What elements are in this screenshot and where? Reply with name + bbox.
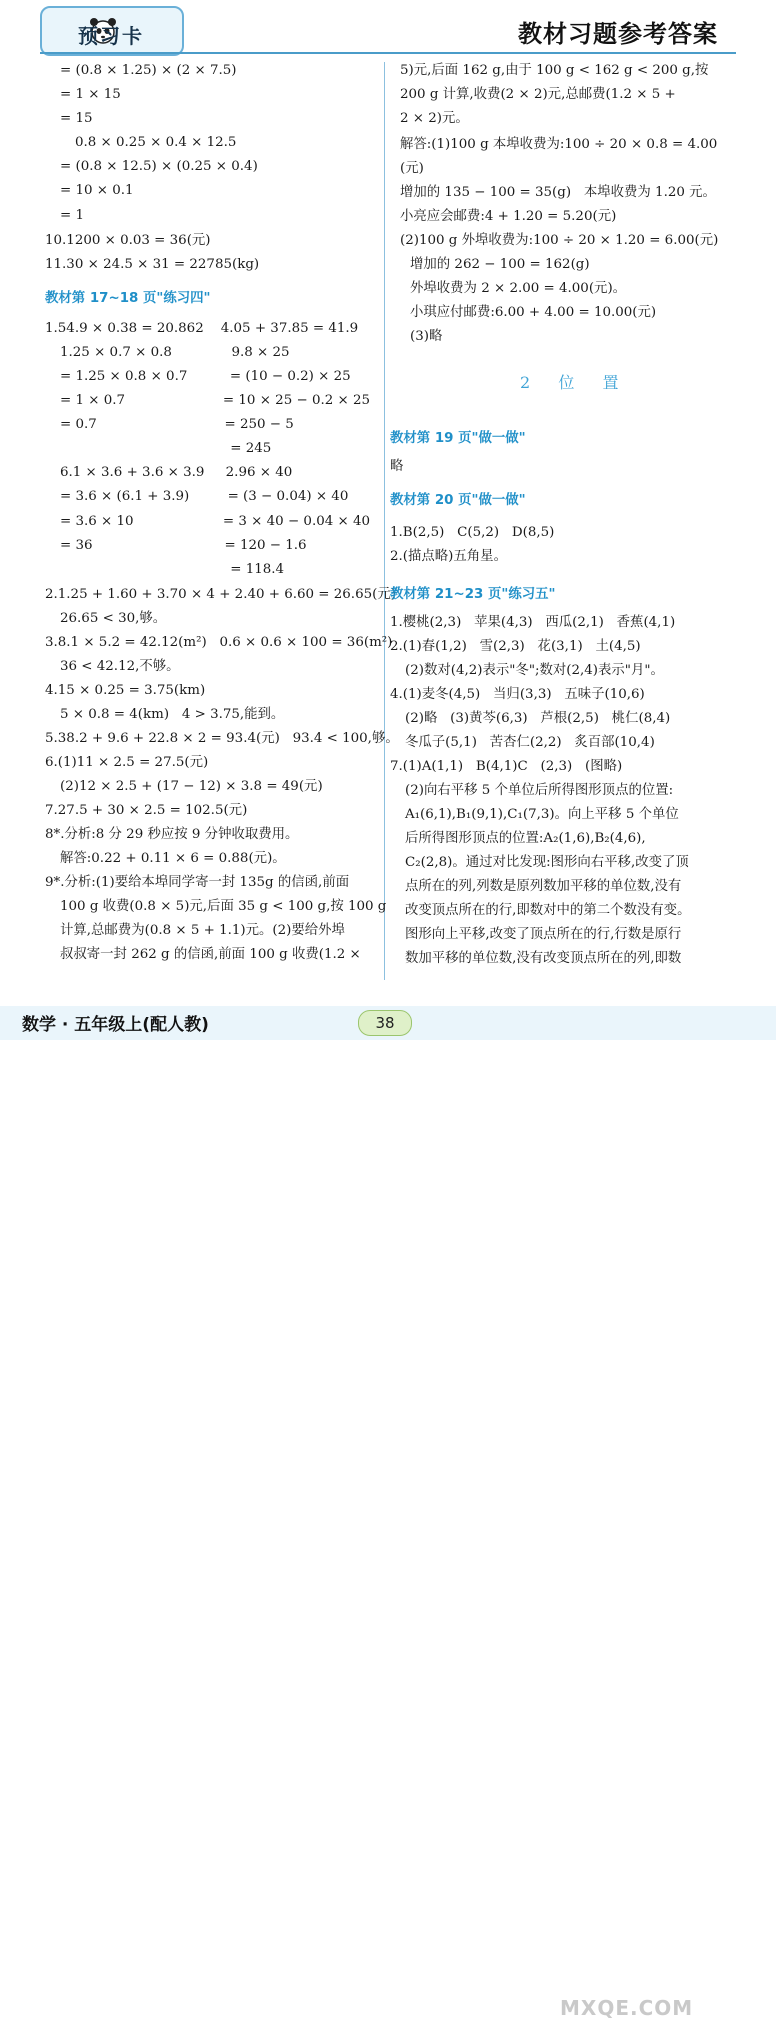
- text-line: 6.(1)11 × 2.5 = 27.5(元): [45, 755, 209, 770]
- watermark: MXQE.COM: [560, 1996, 694, 2020]
- text-line: 外埠收费为 2 × 2.00 = 4.00(元)。: [410, 281, 627, 296]
- text-line: 2 × 2)元。: [400, 111, 469, 126]
- text-line: 改变顶点所在的行,即数对中的第二个数没有变。: [405, 903, 691, 918]
- text-line: (2)数对(4,2)表示"冬";数对(2,4)表示"月"。: [405, 663, 664, 678]
- text-line: 2.(1)春(1,2) 雪(2,3) 花(3,1) 土(4,5): [390, 639, 641, 654]
- text-line: 后所得图形顶点的位置:A₂(1,6),B₂(4,6),: [405, 831, 646, 846]
- text-line: 小琪应付邮费:6.00 + 4.00 = 10.00(元): [410, 305, 657, 320]
- text-line: 小亮应会邮费:4 + 1.20 = 5.20(元): [400, 209, 617, 224]
- text-line: 2.(描点略)五角星。: [390, 549, 507, 564]
- text-line: 图形向上平移,改变了顶点所在的行,行数是原行: [405, 927, 682, 942]
- text-line: = 1.25 × 0.8 × 0.7 = (10 − 0.2) × 25: [60, 369, 351, 384]
- text-line: = 36 = 120 − 1.6: [60, 538, 307, 553]
- text-line: (3)略: [410, 329, 443, 344]
- text-line: 4.(1)麦冬(4,5) 当归(3,3) 五味子(10,6): [390, 687, 645, 702]
- text-line: 100 g 收费(0.8 × 5)元,后面 35 g < 100 g,按 100 g: [60, 899, 387, 914]
- text-line: 数加平移的单位数,没有改变顶点所在的列,即数: [405, 951, 682, 966]
- text-line: 1.樱桃(2,3) 苹果(4,3) 西瓜(2,1) 香蕉(4,1): [390, 615, 676, 630]
- text-line: = 15: [60, 111, 93, 126]
- text-line: = 118.4: [60, 562, 285, 577]
- text-line: = 0.7 = 250 − 5: [60, 417, 294, 432]
- text-line: 1.54.9 × 0.38 = 20.862 4.05 + 37.85 = 41.9: [45, 321, 359, 336]
- text-line: 点所在的列,列数是原列数加平移的单位数,没有: [405, 879, 682, 894]
- text-line: 增加的 135 − 100 = 35(g) 本埠收费为 1.20 元。: [400, 185, 716, 200]
- text-line: (2)略 (3)黄芩(6,3) 芦根(2,5) 桃仁(8,4): [405, 711, 671, 726]
- page-title: 教材习题参考答案: [518, 20, 718, 48]
- text-line: C₂(2,8)。通过对比发现:图形向右平移,改变了顶: [405, 855, 689, 870]
- section-heading: 教材第 21~23 页"练习五": [390, 587, 556, 602]
- text-line: 叔叔寄一封 262 g 的信函,前面 100 g 收费(1.2 ×: [60, 947, 361, 962]
- text-line: = 3.6 × (6.1 + 3.9) = (3 − 0.04) × 40: [60, 489, 349, 504]
- text-line: 1.B(2,5) C(5,2) D(8,5): [390, 525, 555, 540]
- text-line: 4.15 × 0.25 = 3.75(km): [45, 683, 206, 698]
- text-line: 5)元,后面 162 g,由于 100 g < 162 g < 200 g,按: [400, 63, 709, 78]
- text-line: (2)12 × 2.5 + (17 − 12) × 3.8 = 49(元): [60, 779, 323, 794]
- text-line: 11.30 × 24.5 × 31 = 22785(kg): [45, 257, 260, 272]
- text-line: 2 位 置: [520, 373, 625, 392]
- text-line: (2)向右平移 5 个单位后所得图形顶点的位置:: [405, 783, 674, 798]
- column-divider: [384, 62, 385, 980]
- text-line: 2.1.25 + 1.60 + 3.70 × 4 + 2.40 + 6.60 = 26.65(元): [45, 587, 396, 602]
- text-line: 5.38.2 + 9.6 + 22.8 × 2 = 93.4(元) 93.4 < 100,够。: [45, 731, 399, 746]
- text-line: = 10 × 0.1: [60, 183, 134, 198]
- text-line: 9*.分析:(1)要给本埠同学寄一封 135g 的信函,前面: [45, 875, 350, 890]
- text-line: 冬瓜子(5,1) 苦杏仁(2,2) 炙百部(10,4): [405, 735, 655, 750]
- text-line: = 3.6 × 10 = 3 × 40 − 0.04 × 40: [60, 514, 371, 529]
- page-header: [0, 0, 776, 58]
- text-line: 200 g 计算,收费(2 × 2)元,总邮费(1.2 × 5 +: [400, 87, 676, 102]
- text-line: = (0.8 × 12.5) × (0.25 × 0.4): [60, 159, 258, 174]
- section-heading: 教材第 17~18 页"练习四": [45, 291, 211, 306]
- text-line: = 1: [60, 208, 84, 223]
- text-line: 增加的 262 − 100 = 162(g): [410, 257, 590, 272]
- text-line: = 245: [60, 441, 272, 456]
- text-line: 7.(1)A(1,1) B(4,1)C (2,3) (图略): [390, 759, 623, 774]
- text-line: 解答:0.22 + 0.11 × 6 = 0.88(元)。: [60, 851, 286, 866]
- text-line: 6.1 × 3.6 + 3.6 × 3.9 2.96 × 40: [60, 465, 293, 480]
- logo-badge: [40, 6, 184, 56]
- text-line: = 1 × 15: [60, 87, 121, 102]
- section-heading: 教材第 20 页"做一做": [390, 493, 526, 508]
- text-line: 7.27.5 + 30 × 2.5 = 102.5(元): [45, 803, 248, 818]
- page-footer: [0, 1000, 776, 2020]
- text-line: 解答:(1)100 g 本埠收费为:100 ÷ 20 × 0.8 = 4.00: [400, 137, 718, 152]
- text-line: 36 < 42.12,不够。: [60, 659, 180, 674]
- text-line: 26.65 < 30,够。: [60, 611, 167, 626]
- text-line: 3.8.1 × 5.2 = 42.12(m²) 0.6 × 0.6 × 100 = 36(m²): [45, 635, 393, 650]
- text-line: 10.1200 × 0.03 = 36(元): [45, 233, 211, 248]
- text-line: A₁(6,1),B₁(9,1),C₁(7,3)。向上平移 5 个单位: [405, 807, 679, 822]
- logo-text: 预习卡: [78, 24, 144, 48]
- header-rule: [40, 52, 736, 54]
- text-line: (2)100 g 外埠收费为:100 ÷ 20 × 1.20 = 6.00(元): [400, 233, 719, 248]
- text-line: = 1 × 0.7 = 10 × 25 − 0.2 × 25: [60, 393, 371, 408]
- section-heading: 教材第 19 页"做一做": [390, 431, 526, 446]
- text-line: 计算,总邮费为(0.8 × 5 + 1.1)元。(2)要给外埠: [60, 923, 345, 938]
- text-line: 1.25 × 0.7 × 0.8 9.8 × 25: [60, 345, 290, 360]
- text-line: 5 × 0.8 = 4(km) 4 > 3.75,能到。: [60, 707, 285, 722]
- text-line: 略: [390, 459, 404, 474]
- text-line: (元): [400, 161, 424, 176]
- text-line: 8*.分析:8 分 29 秒应按 9 分钟收取费用。: [45, 827, 299, 842]
- text-line: 0.8 × 0.25 × 0.4 × 12.5: [75, 135, 237, 150]
- text-line: = (0.8 × 1.25) × (2 × 7.5): [60, 63, 237, 78]
- footer-subject: 数学 · 五年级上(配人教): [22, 1015, 209, 1035]
- page-number: 38: [358, 1010, 412, 1036]
